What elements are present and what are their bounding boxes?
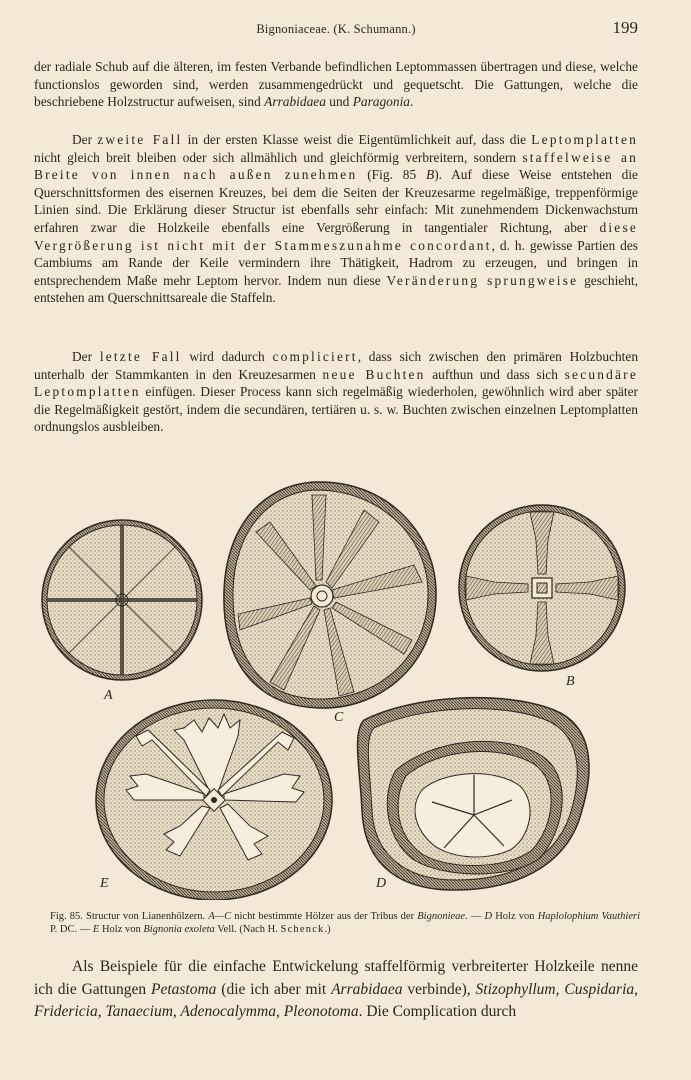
- section-e: [96, 700, 332, 900]
- section-a: [42, 520, 202, 680]
- caption-italic: A—C: [208, 911, 232, 922]
- figure-label-a: A: [104, 688, 113, 703]
- caption-spaced: Schenck: [280, 924, 325, 935]
- spaced-emphasis: staffelweise an Breite von innen nach außen zunehmen: [34, 149, 638, 183]
- spaced-emphasis: compliciert: [272, 349, 358, 364]
- para2-text: nicht gleich breit bleiben oder sich allmählich und gleichförmig verbreitern, sondern: [34, 149, 523, 165]
- caption-text: . —: [465, 911, 485, 922]
- spaced-emphasis: secundäre Leptomplatten: [34, 366, 638, 400]
- para2-text: , d. h. gewisse Partien des Cambiums am Rande der Keile vermindern ihre Thätigkeit, Hadrom zu erzeugen, und bringen in entsprechendem Maße mehr Leptom hervor. Indem nun diese: [34, 237, 638, 288]
- spaced-emphasis: letzte Fall: [99, 349, 182, 364]
- caption-italic: D: [484, 911, 493, 922]
- figure-label-c: C: [334, 710, 344, 725]
- spaced-emphasis: diese Vergrößerung ist nicht mit der Stammeszunahme concordant: [34, 219, 638, 253]
- para3-text: wird dadurch: [181, 349, 273, 364]
- para3-text: aufthun und dass sich: [425, 366, 565, 382]
- section-d: [358, 698, 589, 890]
- figure-label-b: B: [566, 674, 575, 689]
- para3-text: einfügen. Dieser Process kann sich regelmäßig wiederholen, gewöhnlich wird aber später die Regelmäßigkeit gestört, indem die secundären, tertiären u. s. w. Buchten zwischen einzelnen Leptomplatten ordnungslos ausbleiben.: [34, 384, 638, 435]
- para2-text: in der ersten Klasse weist die Eigentümlichkeit auf, dass die: [182, 132, 532, 147]
- page-number: 199: [612, 18, 638, 37]
- caption-italic: E: [92, 924, 100, 935]
- para4-text: (die ich aber mit: [216, 980, 332, 998]
- para3-text: , dass sich zwischen den primären Holzbuchten unterhalb der Stammkanten in den Kreuzesarmen: [34, 349, 639, 382]
- para2-text: ). Auf diese Weise entstehen die Querschnittsformen des eisernen Kreuzes, bei dem die Seiten der Kreuzesarme regelmäßige, treppenförmige Linien sind. Die Erklärung dieser Structur ist ebenfalls sehr einfach: Mit zunehmendem Dickenwachstum erfahren zwar die Holzkeile ebenfalls eine Vergrößerung in tangentialer Richtung, aber: [34, 167, 638, 235]
- genus-name: Paragonia: [352, 94, 410, 110]
- section-c: [224, 482, 436, 708]
- caption-text: nicht bestimmte Hölzer aus der Tribus der: [231, 911, 418, 922]
- caption-text: .): [324, 924, 331, 935]
- genus-list: Stizophyllum, Cuspidaria, Fridericia, Tanaecium, Adenocalymma, Pleonotoma: [34, 980, 638, 1020]
- genus-name: Arrabidaea: [331, 980, 403, 998]
- spaced-emphasis: neue Buchten: [322, 366, 426, 382]
- figure-85: [34, 470, 658, 900]
- wood-cross-sections-illustration: [34, 470, 658, 900]
- para1-text: der radiale Schub auf die älteren, im festen Verbande befindlichen Leptommassen übertragen und diese, welche functionslos geworden sind, werden zusammengedrückt und gequetscht. Die Gattungen, welche die beschriebene Holzstructur aufweisen, sind: [34, 59, 638, 110]
- para2-text: (Fig. 85: [357, 167, 427, 183]
- caption-italic: Bignonia exoleta: [143, 924, 215, 935]
- spaced-emphasis: Leptomplatten: [531, 132, 638, 147]
- para1-text: und: [325, 94, 353, 110]
- spaced-emphasis: zweite Fall: [97, 132, 183, 147]
- figure-caption: [50, 910, 640, 936]
- spaced-emphasis: Veränderung sprungweise: [386, 272, 579, 288]
- caption-text: Vell. (Nach H.: [214, 924, 281, 935]
- figure-label-e: E: [100, 876, 109, 891]
- para3-text: Der: [72, 349, 100, 364]
- caption-text: Holz von: [99, 924, 144, 935]
- para4-text: Als Beispiele für die einfache Entwickelung staffelförmig verbreiterter Holzkeile nenne ich die Gattungen: [34, 958, 638, 998]
- caption-text: Fig. 85. Structur von Lianenhölzern.: [50, 911, 209, 922]
- para2-text: Der: [72, 132, 98, 147]
- caption-italic: Haplolophium Vauthieri: [537, 911, 640, 922]
- caption-text: Holz von: [492, 911, 538, 922]
- para4-text: . Die Complication durch: [358, 1003, 517, 1020]
- figure-label-d: D: [376, 876, 387, 891]
- running-title: Bignoniaceae. (K. Schumann.): [256, 22, 416, 36]
- paragraph-4: [34, 956, 638, 1024]
- paragraph-1: [34, 58, 638, 111]
- caption-text: P. DC. —: [50, 924, 93, 935]
- para2-text: geschieht, entstehen am Querschnittsareale die Staffeln.: [34, 272, 638, 306]
- paragraph-3: [34, 348, 638, 436]
- para1-text: .: [410, 94, 414, 110]
- figure-reference: B: [426, 167, 435, 183]
- genus-name: Petastoma: [151, 980, 217, 998]
- paragraph-2: [34, 131, 638, 307]
- genus-name: Arrabidaea: [264, 94, 326, 110]
- caption-italic: Bignonieae: [417, 911, 466, 922]
- section-b: [459, 505, 625, 671]
- para4-text: verbinde),: [402, 980, 476, 998]
